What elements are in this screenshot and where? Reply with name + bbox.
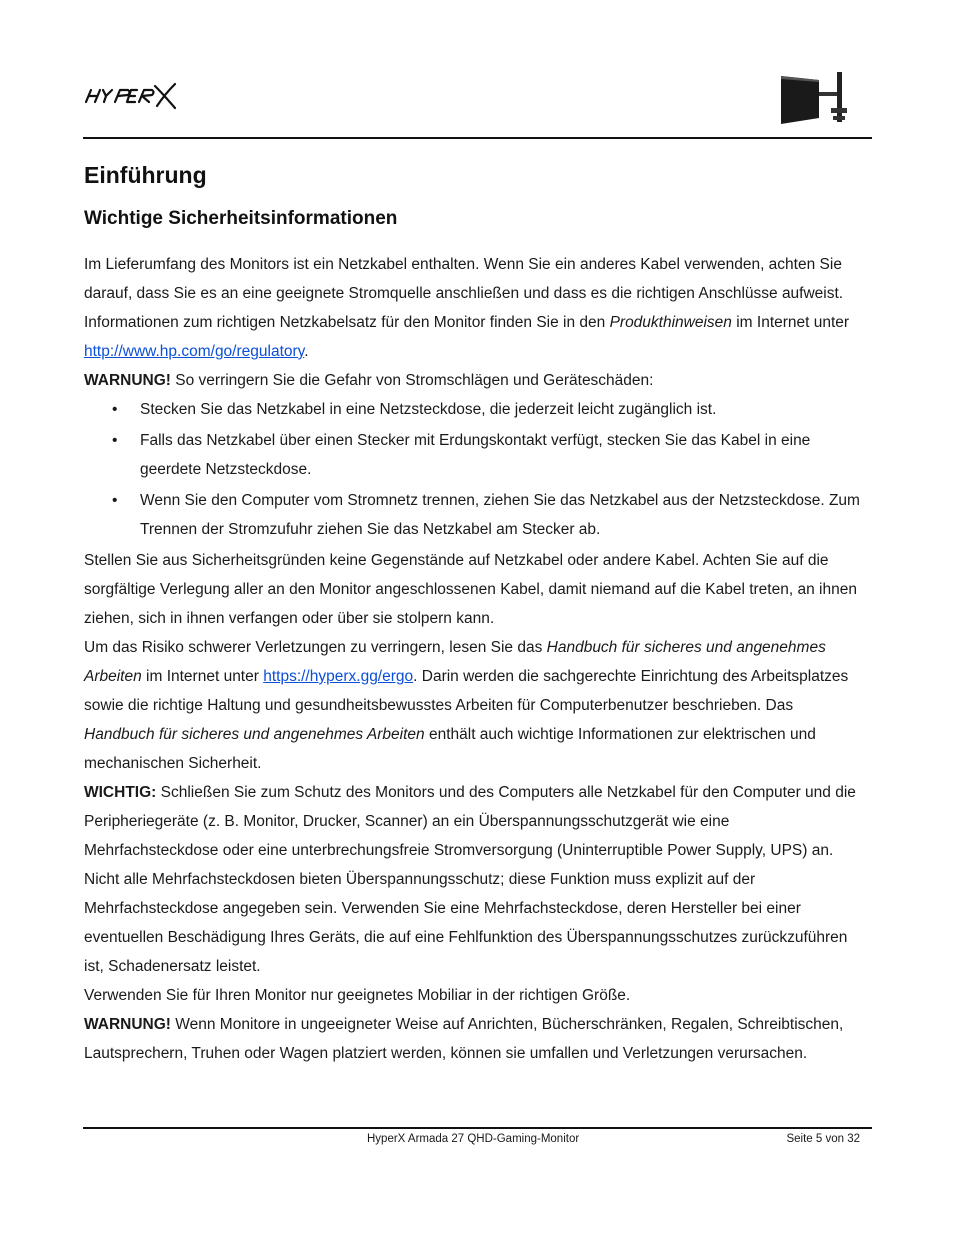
paragraph-furniture: Verwenden Sie für Ihren Monitor nur geeignetes Mobiliar in der richtigen Größe. (84, 987, 631, 1004)
hyperx-logo (83, 80, 183, 110)
bullet-icon: • (112, 432, 118, 449)
page-header (83, 68, 872, 140)
paragraph-power-cord: Im Lieferumfang des Monitors ist ein Netzkabel enthalten. Wenn Sie ein anderes Kabel verwenden, achten Sie darauf, dass Sie es an eine geeignete Stromquelle anschließen und dass es die richtigen Anschlüsse aufweist. Informationen zum richtigen Netzkabelsatz für den Monitor finden Sie in den Produkthinweisen im Internet unter http://www.hp.com/go/regulatory. (84, 256, 850, 360)
paragraph-cables: Stellen Sie aus Sicherheitsgründen keine Gegenstände auf Netzkabel oder andere Kabel. Achten Sie auf die sorgfältige Verlegung aller an den Monitor angeschlossenen Kabel, damit niemand auf die Kabel treten, an ihnen ziehen, sich in ihnen verfangen oder über sie stolpern kann. (84, 552, 857, 627)
footer-divider (83, 1127, 872, 1129)
warning-label: WARNUNG! (84, 372, 171, 389)
main-content (84, 158, 868, 1068)
bullet-icon: • (112, 401, 118, 418)
footer-document-title: HyperX Armada 27 QHD-Gaming-Monitor (367, 1133, 580, 1145)
page-title: Einführung (84, 162, 207, 188)
monitor-arm-icon (779, 72, 854, 124)
bullet-icon: • (112, 492, 118, 509)
italic-term: Produkthinweisen (609, 314, 732, 331)
link-hp-regulatory[interactable]: http://www.hp.com/go/regulatory (84, 343, 305, 360)
italic-term: Handbuch für sicheres und angenehmes Arbeiten (84, 726, 425, 743)
paragraph-ergonomics: Um das Risiko schwerer Verletzungen zu verringern, lesen Sie das Handbuch für sicheres und angenehmes Arbeiten im Internet unter https://hyperx.gg/ergo. Darin werden die sachgerechte Einrichtung des Arbeitsplatzes sowie die richtige Haltung und gesundheitsbewusstes Arbeiten für Computerbenutzer beschrieben. Das Handbuch für sicheres und angenehmes Arbeiten enthält auch wichtige Informationen zur elektrischen und mechanischen Sicherheit. (84, 639, 849, 772)
header-divider (83, 137, 872, 139)
warning-paragraph-2: WARNUNG! Wenn Monitore in ungeeigneter Weise auf Anrichten, Bücherschränken, Regalen, Schreibtischen, Lautsprechern, Truhen oder Wagen platziert werden, können sie umfallen und Verletzungen verursachen. (84, 1016, 844, 1062)
warning-label: WARNUNG! (84, 1016, 171, 1033)
safety-list (84, 395, 868, 544)
important-label: WICHTIG: (84, 784, 157, 801)
italic-term: Handbuch für sicheres und angenehmes Arbeiten (84, 639, 826, 685)
link-hyperx-ergo[interactable]: https://hyperx.gg/ergo (263, 668, 414, 685)
list-item: • Stecken Sie das Netzkabel in eine Netzsteckdose, die jederzeit leicht zugänglich ist. (140, 395, 868, 424)
list-item: • Wenn Sie den Computer vom Stromnetz trennen, ziehen Sie das Netzkabel aus der Netzsteckdose. Zum Trennen der Stromzufuhr ziehen Sie das Netzkabel am Stecker ab. (140, 486, 868, 544)
list-item: • Falls das Netzkabel über einen Stecker mit Erdungskontakt verfügt, stecken Sie das Kabel in eine geerdete Netzsteckdose. (140, 426, 868, 484)
footer-page-number: Seite 5 von 32 (786, 1133, 860, 1145)
warning-paragraph-1: WARNUNG! So verringern Sie die Gefahr von Stromschlägen und Geräteschäden: (84, 372, 654, 389)
section-heading: Wichtige Sicherheitsinformationen (84, 208, 398, 229)
important-paragraph: WICHTIG: Schließen Sie zum Schutz des Monitors und des Computers alle Netzkabel für den Computer und die Peripheriegeräte (z. B. Monitor, Drucker, Scanner) an ein Überspannungsschutzgerät wie eine Mehrfachsteckdose oder eine unterbrechungsfreie Stromversorgung (Uninterruptible Power Supply, UPS) an. Nicht alle Mehrfachsteckdosen bieten Überspannungsschutz; diese Funktion muss explizit auf der Mehrfachsteckdose angegeben sein. Verwenden Sie eine Mehrfachsteckdose, deren Hersteller bei einer eventuellen Beschädigung Ihres Geräts, die auf eine Fehlfunktion des Überspannungsschutzes zurückzuführen ist, Schadenersatz leistet. (84, 784, 856, 975)
